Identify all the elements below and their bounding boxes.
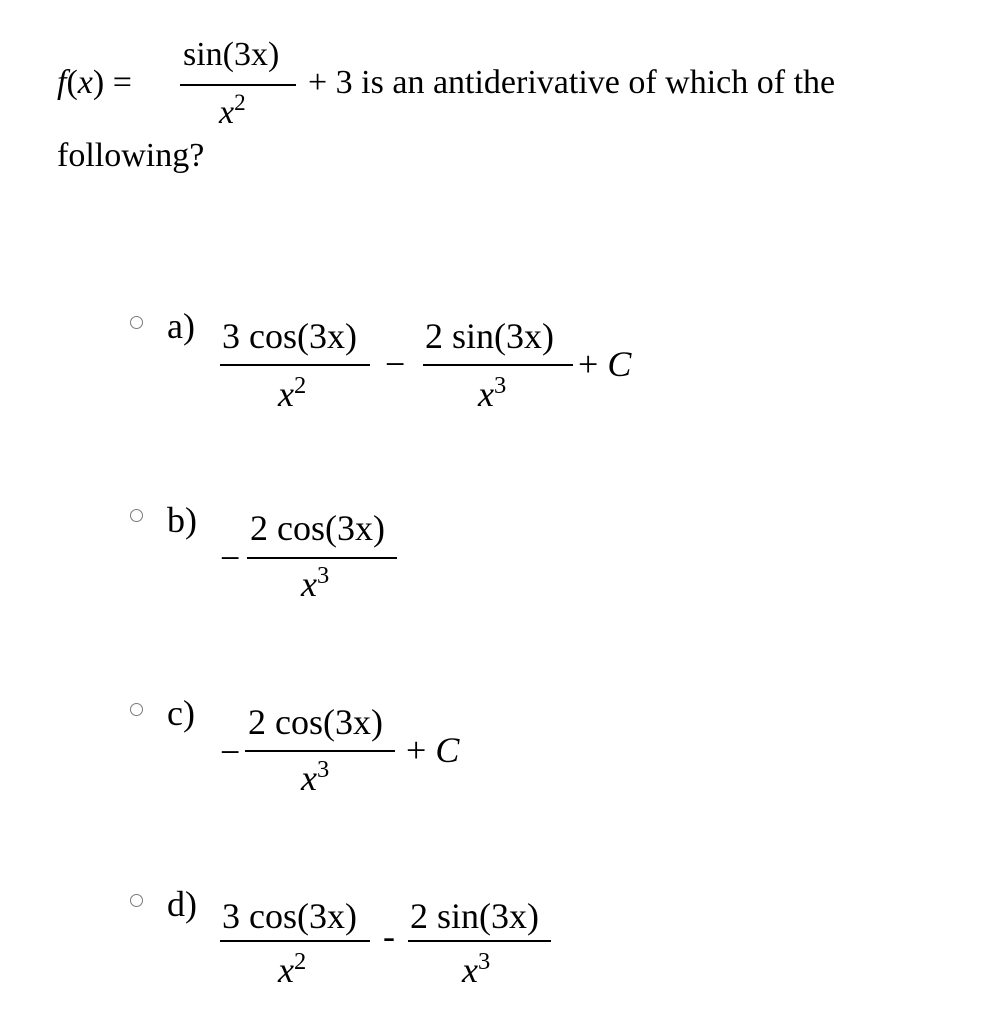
option-d-term2-denominator: $x^3$ <box>462 947 491 990</box>
option-d-term2-bar <box>408 940 551 942</box>
option-a-term1-denominator: $x^2$ <box>278 371 307 414</box>
option-a-operator: − <box>385 344 406 384</box>
option-a-term2-numerator: 2 sin(3x) <box>425 316 554 356</box>
option-b-radio[interactable] <box>130 509 143 522</box>
option-b-numerator: 2 cos(3x) <box>250 508 385 548</box>
option-a-term1-bar <box>220 364 370 366</box>
question-fraction-bar <box>180 84 296 86</box>
option-c-label: c) <box>167 693 195 733</box>
option-c-numerator: 2 cos(3x) <box>248 702 383 742</box>
option-d-term1-bar <box>220 940 370 942</box>
question-fraction-numerator: sin(3x) <box>183 36 280 73</box>
question-lhs: f(x) = <box>57 64 132 101</box>
option-c-denominator: $x^3$ <box>301 755 330 798</box>
option-b-label: b) <box>167 500 197 540</box>
option-c-sign: − <box>220 732 241 772</box>
question-text: + 3 is an antiderivative of which of the <box>308 64 836 101</box>
option-b-denominator: $x^3$ <box>301 561 330 604</box>
option-a-term1-numerator: 3 cos(3x) <box>222 316 357 356</box>
option-d-term1-denominator: $x^2$ <box>278 947 307 990</box>
option-a-label: a) <box>167 306 195 346</box>
option-c-bar <box>245 750 395 752</box>
question-fraction-denominator: $x^2$ <box>219 90 246 131</box>
option-c-constant: + C <box>406 730 460 770</box>
option-d-term1-numerator: 3 cos(3x) <box>222 896 357 936</box>
option-a-term2-denominator: $x^3$ <box>478 371 507 414</box>
option-d-radio[interactable] <box>130 894 143 907</box>
option-d-label: d) <box>167 884 197 924</box>
option-d-operator: - <box>383 916 395 956</box>
option-a-radio[interactable] <box>130 316 143 329</box>
question-text-line2: following? <box>57 137 205 174</box>
option-d-term2-numerator: 2 sin(3x) <box>410 896 539 936</box>
option-a-term2-bar <box>423 364 573 366</box>
option-b-bar <box>247 557 397 559</box>
option-c-radio[interactable] <box>130 703 143 716</box>
option-b-sign: − <box>220 538 241 578</box>
option-a-constant: + C <box>578 344 632 384</box>
